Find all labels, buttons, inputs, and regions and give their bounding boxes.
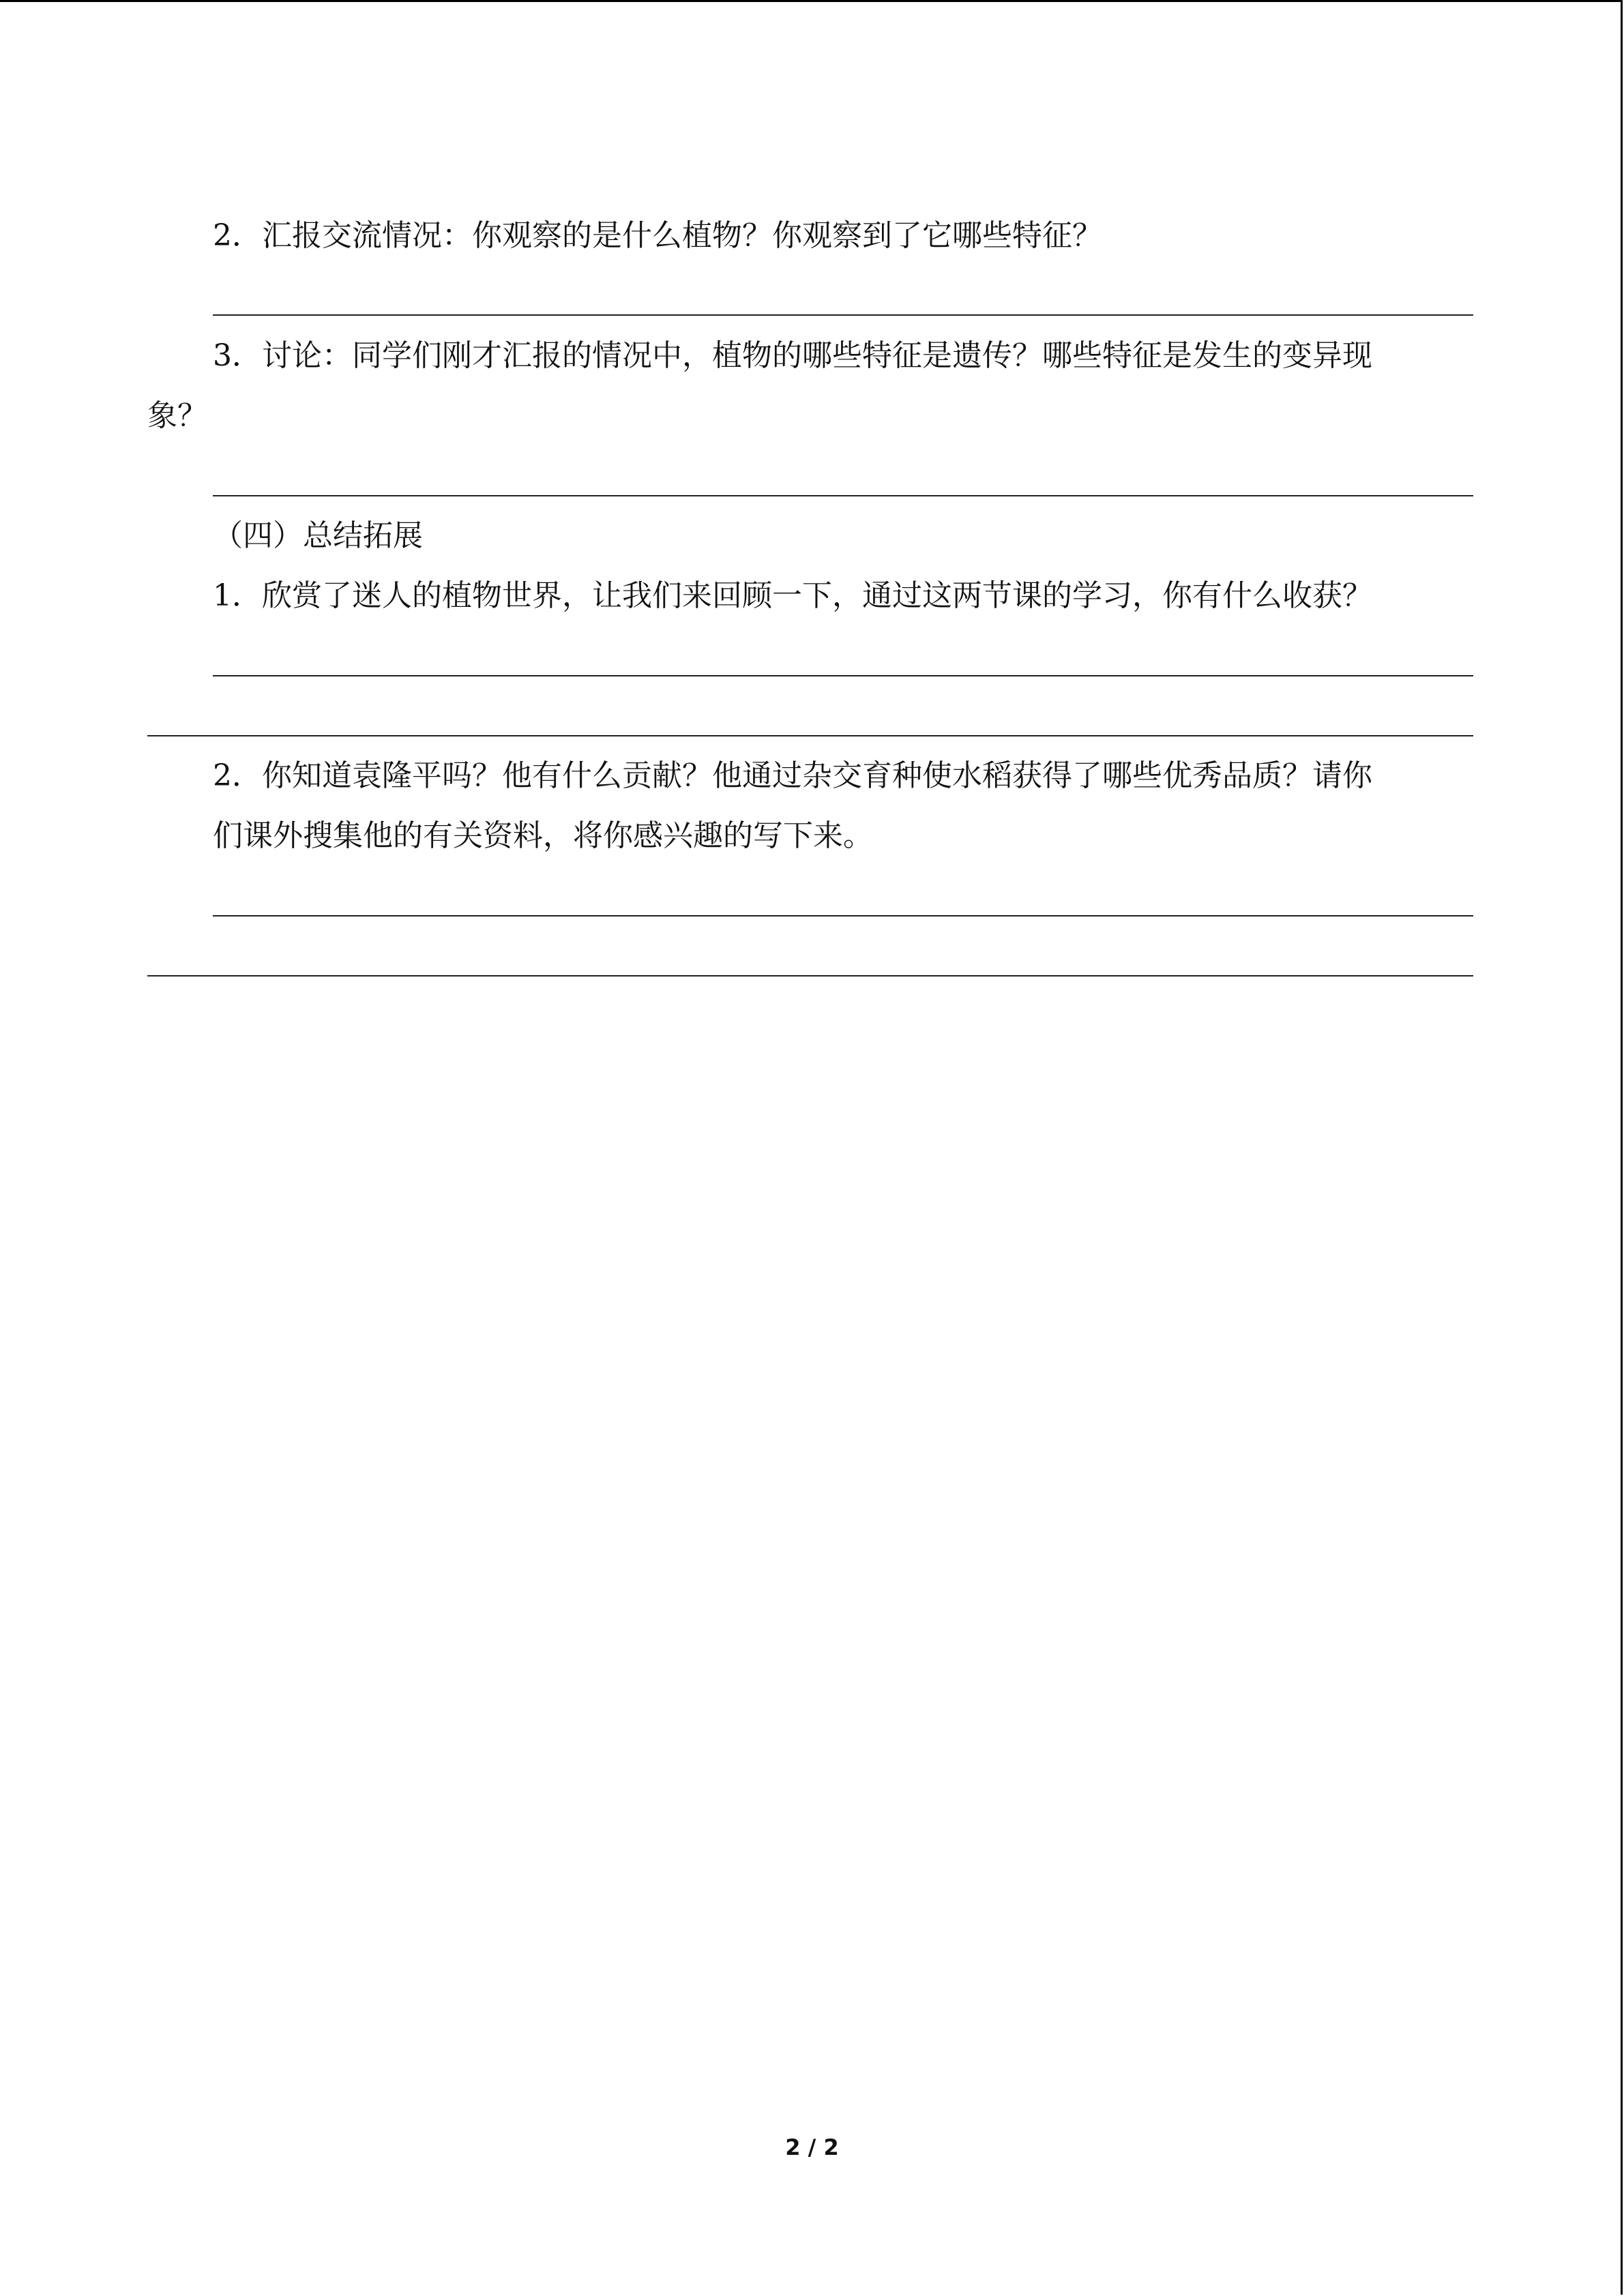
answer-line bbox=[213, 675, 1473, 676]
question-discuss-line1: 3．讨论：同学们刚才汇报的情况中，植物的哪些特征是遗传？哪些特征是发生的变异现 bbox=[213, 338, 1372, 373]
question-discuss-line2: 象？ bbox=[147, 398, 207, 433]
question-summary: 1．欣赏了迷人的植物世界，让我们来回顾一下，通过这两节课的学习，你有什么收获？ bbox=[213, 578, 1372, 613]
answer-line bbox=[213, 495, 1473, 496]
question-yuan-longping-line1: 2．你知道袁隆平吗？他有什么贡献？他通过杂交育种使水稻获得了哪些优秀品质？请你 bbox=[213, 758, 1372, 793]
answer-line bbox=[213, 915, 1473, 916]
answer-line bbox=[213, 314, 1473, 316]
question-report: 2．汇报交流情况：你观察的是什么植物？你观察到了它哪些特征？ bbox=[213, 218, 1102, 253]
answer-line bbox=[147, 735, 1473, 736]
answer-line bbox=[147, 975, 1473, 976]
section-title: （四）总结拓展 bbox=[213, 518, 423, 553]
page-number: 2 / 2 bbox=[785, 2134, 839, 2160]
question-yuan-longping-line2: 们课外搜集他的有关资料，将你感兴趣的写下来。 bbox=[213, 818, 873, 853]
